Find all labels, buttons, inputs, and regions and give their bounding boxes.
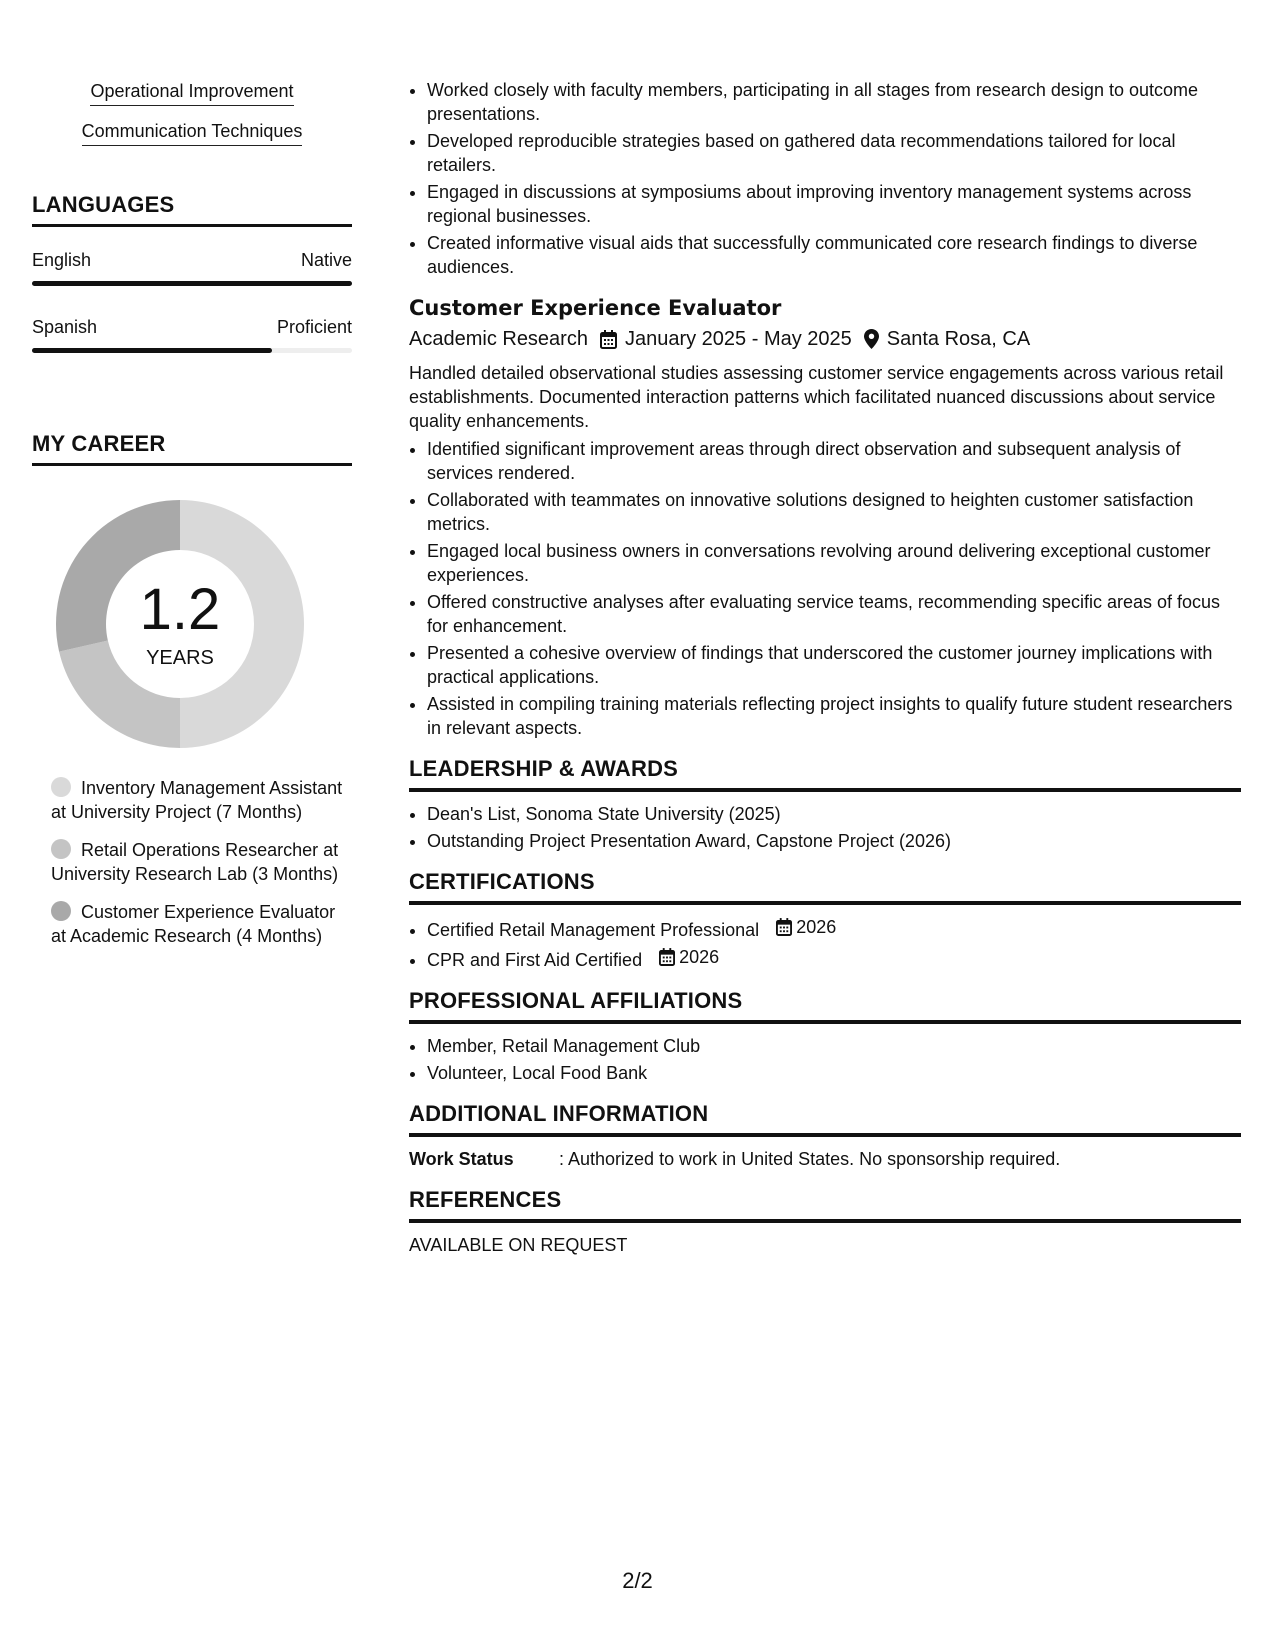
references-section [409, 1187, 1241, 1257]
career-legend-item [51, 838, 352, 886]
language-proficiency-bar [32, 348, 352, 353]
career-legend [32, 776, 352, 948]
leadership-heading: LEADERSHIP & AWARDS [409, 756, 1241, 792]
job-dates: January 2025 - May 2025 [624, 328, 852, 350]
language-name: Spanish [32, 317, 98, 337]
language-proficiency-fill [32, 348, 272, 353]
affiliations-heading: PROFESSIONAL AFFILIATIONS [409, 988, 1241, 1024]
calendar-icon [659, 948, 675, 966]
language-spanish [32, 316, 352, 353]
certification-item [427, 915, 1241, 942]
certification-item [427, 945, 1241, 972]
additional-info-heading: ADDITIONAL INFORMATION [409, 1101, 1241, 1137]
left-column [32, 80, 352, 962]
job-location: Santa Rosa, CA [886, 328, 1031, 350]
job-company: Academic Research [409, 328, 588, 350]
bullet-item: • Presented a cohesive overview of findings that underscored the customer journey implications with practical applications. [427, 641, 1241, 689]
languages-heading: LANGUAGES [32, 192, 352, 227]
bullet-item: • Identified significant improvement areas through direct observation and subsequent analysis of services rendered. [427, 437, 1241, 485]
previous-job-bullets [409, 78, 1241, 279]
legend-label: Retail Operations Researcher at University Research Lab (3 Months) [51, 840, 339, 884]
bullet-item: • Worked closely with faculty members, participating in all stages from research design to outcome presentations. [427, 78, 1241, 126]
career-donut-chart [32, 500, 352, 750]
career-legend-item [51, 900, 352, 948]
career-years-unit: YEARS [146, 647, 214, 669]
leadership-section [409, 756, 1241, 853]
language-level: Native [300, 250, 352, 270]
certification-year: 2026 [679, 947, 720, 967]
skill-item [32, 80, 352, 106]
language-proficiency-fill [32, 281, 352, 286]
bullet-item: • Collaborated with teammates on innovative solutions designed to heighten customer satisfaction metrics. [427, 488, 1241, 536]
certification-name: CPR and First Aid Certified [427, 950, 643, 970]
certifications-section [409, 869, 1241, 972]
calendar-icon [600, 330, 617, 349]
legend-dot [51, 901, 71, 921]
job-title: Customer Experience Evaluator [409, 296, 782, 320]
certifications-heading: CERTIFICATIONS [409, 869, 1241, 905]
affiliation-item: • Member, Retail Management Club [427, 1034, 1241, 1058]
bullet-item: • Offered constructive analyses after evaluating service teams, recommending specific areas of focus for enhancement. [427, 590, 1241, 638]
certification-year: 2026 [796, 917, 837, 937]
work-status-row [409, 1147, 1241, 1171]
job-bullets [409, 437, 1241, 740]
page-number: 2/2 [622, 1568, 653, 1593]
skill-item [32, 120, 352, 146]
career-donut-center [56, 500, 304, 748]
affiliation-item: • Volunteer, Local Food Bank [427, 1061, 1241, 1085]
language-level: Proficient [276, 317, 352, 337]
career-total-years: 1.2 [139, 577, 221, 642]
skill-label: Communication Techniques [82, 120, 303, 146]
language-proficiency-bar [32, 281, 352, 286]
additional-info-section [409, 1101, 1241, 1171]
language-name: English [32, 250, 92, 270]
legend-dot [51, 839, 71, 859]
work-status-value: : Authorized to work in United States. No sponsorship required. [559, 1149, 1061, 1169]
award-item: • Outstanding Project Presentation Award, Capstone Project (2026) [427, 829, 1241, 853]
affiliations-section [409, 988, 1241, 1085]
career-heading: MY CAREER [32, 431, 352, 466]
bullet-item: • Assisted in compiling training materials reflecting project insights to qualify future student researchers in relevant aspects. [427, 692, 1241, 740]
bullet-item: • Created informative visual aids that successfully communicated core research findings to diverse audiences. [427, 231, 1241, 279]
job-description: Handled detailed observational studies assessing customer service engagements across various retail establishments. Documented interaction patterns which facilitated nuanced discussions about service quality enhancements. [409, 363, 1224, 431]
skill-label: Operational Improvement [90, 80, 293, 106]
bullet-item: • Engaged in discussions at symposiums about improving inventory management systems across regional businesses. [427, 180, 1241, 228]
references-text: AVAILABLE ON REQUEST [409, 1235, 628, 1255]
bullet-item: • Engaged local business owners in conversations revolving around delivering exceptional customer experiences. [427, 539, 1241, 587]
references-heading: REFERENCES [409, 1187, 1241, 1223]
certification-name: Certified Retail Management Professional [427, 920, 760, 940]
award-item: • Dean's List, Sonoma State University (2025) [427, 802, 1241, 826]
legend-label: Customer Experience Evaluator at Academic Research (4 Months) [51, 902, 336, 946]
location-pin-icon [864, 329, 879, 349]
legend-label: Inventory Management Assistant at University Project (7 Months) [51, 778, 343, 822]
job-meta [409, 327, 1241, 351]
right-column [409, 78, 1241, 1257]
bullet-item: • Developed reproducible strategies based on gathered data recommendations tailored for local retailers. [427, 129, 1241, 177]
career-legend-item [51, 776, 352, 824]
work-status-label: Work Status [409, 1149, 514, 1169]
language-english [32, 249, 352, 286]
calendar-icon [776, 918, 792, 936]
legend-dot [51, 777, 71, 797]
